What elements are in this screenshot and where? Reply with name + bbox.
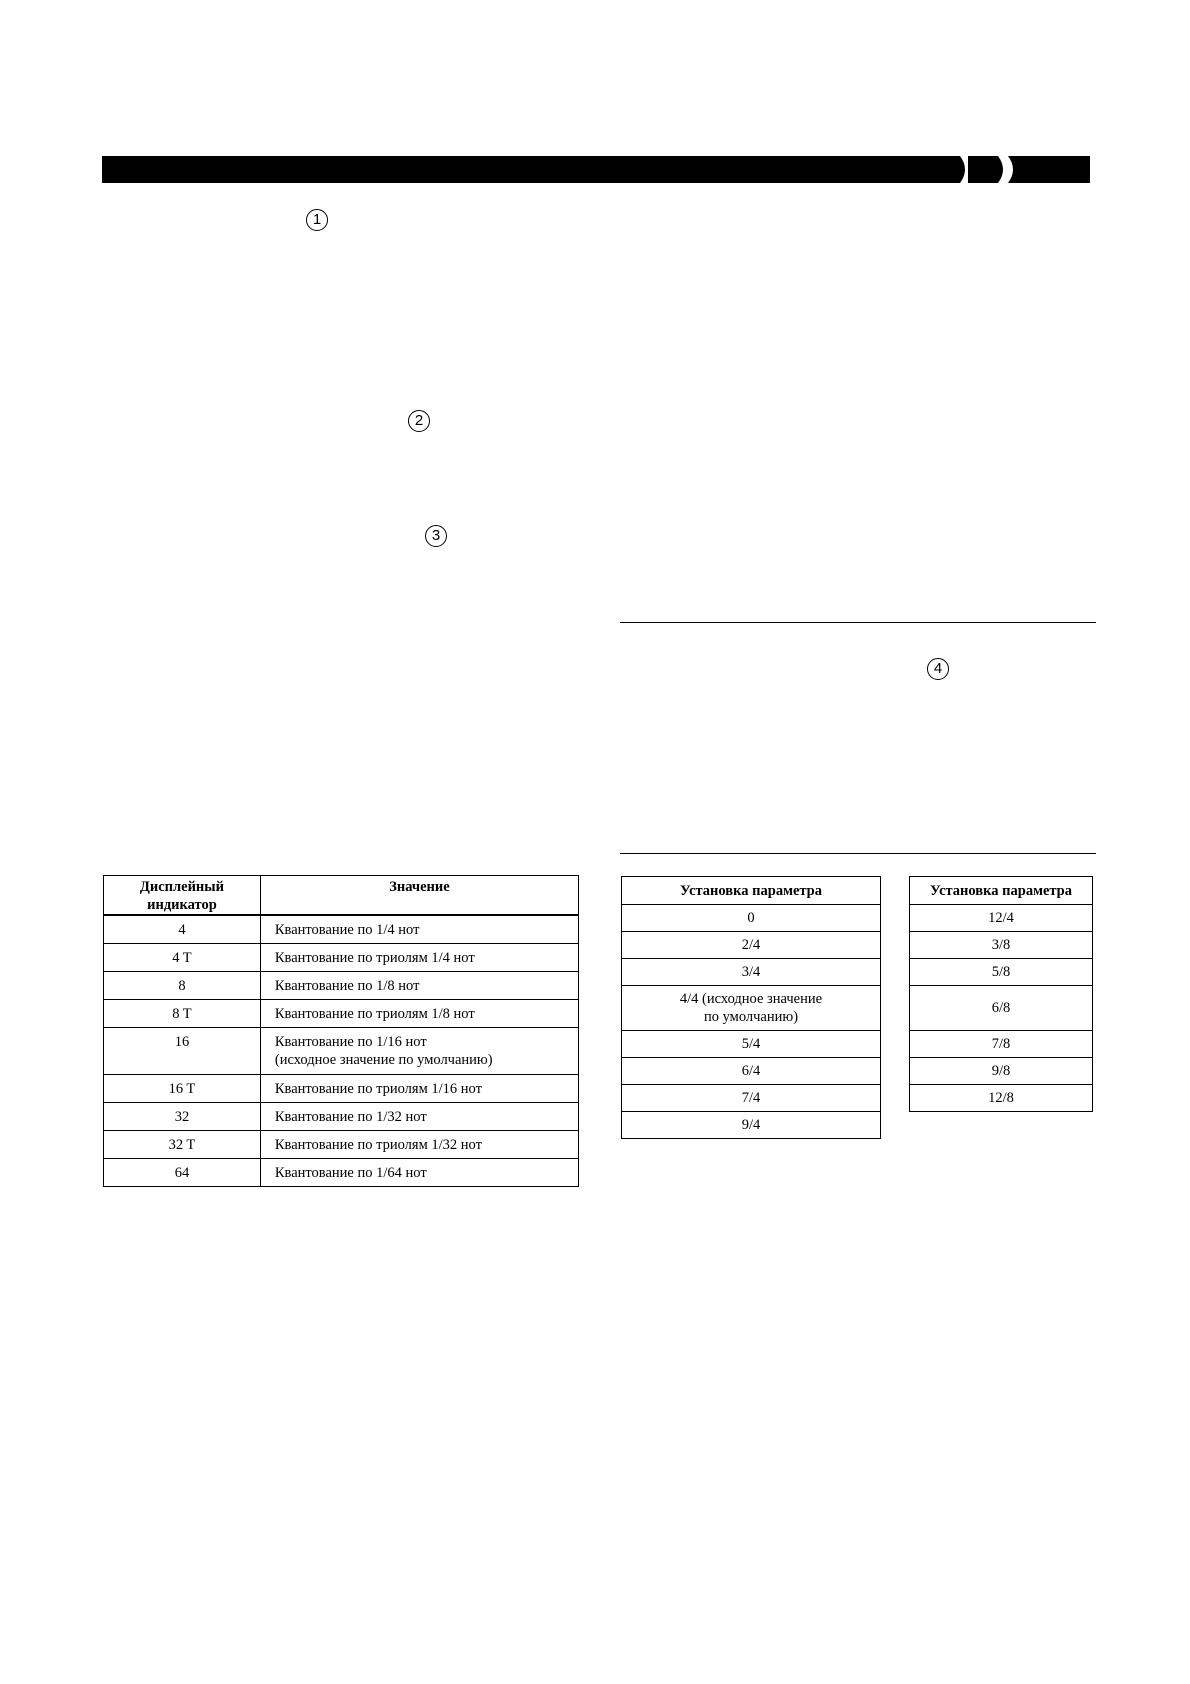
table-row (910, 1085, 1093, 1112)
step-3-marker: 3 (425, 525, 447, 547)
quantize-value: Квантование по 1/32 нот (260, 1102, 578, 1130)
table-row (104, 1130, 579, 1158)
quantize-value: Квантование по 1/64 нот (260, 1158, 578, 1186)
ts2-value: 6/8 (910, 986, 1093, 1031)
table-row (104, 943, 579, 971)
table-row (910, 1031, 1093, 1058)
quantize-table (103, 875, 579, 1187)
quantize-indicator: 4 (104, 915, 261, 943)
time-signature-table-2 (909, 876, 1093, 1112)
quantize-indicator: 64 (104, 1158, 261, 1186)
quantize-value: Квантование по триолям 1/4 нот (260, 943, 578, 971)
quantize-indicator: 32 (104, 1102, 261, 1130)
ts1-value: 0 (622, 905, 881, 932)
ts1-value: 9/4 (622, 1112, 881, 1139)
ts1-value: 7/4 (622, 1085, 881, 1112)
quantize-indicator: 4 T (104, 943, 261, 971)
step-2-marker: 2 (408, 410, 430, 432)
ts1-value (622, 986, 881, 1031)
quantize-value (260, 1027, 578, 1074)
quantize-indicator: 16 (104, 1027, 261, 1074)
ts1-header: Установка параметра (622, 877, 881, 905)
ts1-value: 2/4 (622, 932, 881, 959)
header-band (102, 156, 1090, 183)
table-row (104, 999, 579, 1027)
header-band-graphic (102, 156, 1090, 183)
table-row (910, 932, 1093, 959)
ts2-header: Установка параметра (910, 877, 1093, 905)
quantize-indicator: 8 T (104, 999, 261, 1027)
table-row (104, 1074, 579, 1102)
quantize-value-line1: Квантование по 1/16 нот (274, 1033, 427, 1050)
ts1-value: 5/4 (622, 1031, 881, 1058)
table-row (910, 905, 1093, 932)
ts2-value: 12/8 (910, 1085, 1093, 1112)
quantize-value: Квантование по 1/8 нот (260, 971, 578, 999)
table-row (104, 915, 579, 943)
ts2-value: 5/8 (910, 959, 1093, 986)
step-1-marker: 1 (306, 209, 328, 231)
table-row (910, 986, 1093, 1031)
section-divider-bottom (620, 853, 1096, 854)
table-row (622, 1112, 881, 1139)
table-row (104, 1158, 579, 1186)
quantize-value: Квантование по 1/4 нот (260, 915, 578, 943)
quantize-header-indicator: Дисплейный индикатор (104, 876, 261, 916)
ts2-value: 7/8 (910, 1031, 1093, 1058)
table-row (622, 905, 881, 932)
table-row (622, 932, 881, 959)
table-row (622, 1085, 881, 1112)
table-row (910, 959, 1093, 986)
quantize-indicator: 8 (104, 971, 261, 999)
ts2-value: 12/4 (910, 905, 1093, 932)
table-row (104, 971, 579, 999)
section-divider-top (620, 622, 1096, 623)
quantize-value: Квантование по триолям 1/8 нот (260, 999, 578, 1027)
time-signature-table-1 (621, 876, 881, 1139)
ts1-value-line1: 4/4 (исходное значение (679, 991, 823, 1007)
step-4-marker: 4 (927, 658, 949, 680)
table-row (622, 959, 881, 986)
table-row (622, 1058, 881, 1085)
quantize-header-value: Значение (260, 876, 578, 916)
table-row (104, 1102, 579, 1130)
ts1-value: 3/4 (622, 959, 881, 986)
table-row (622, 986, 881, 1031)
quantize-value: Квантование по триолям 1/16 нот (260, 1074, 578, 1102)
ts2-value: 3/8 (910, 932, 1093, 959)
table-row (104, 1027, 579, 1074)
quantize-indicator: 32 T (104, 1130, 261, 1158)
ts2-header-row (910, 877, 1093, 905)
table-row (910, 1058, 1093, 1085)
quantize-value-line2: (исходное значение по умолчанию) (274, 1051, 493, 1068)
quantize-indicator: 16 T (104, 1074, 261, 1102)
ts1-value-line2: по умолчанию) (703, 1009, 799, 1025)
table-row (622, 1031, 881, 1058)
ts2-value: 9/8 (910, 1058, 1093, 1085)
quantize-table-header-row (104, 876, 579, 916)
quantize-value: Квантование по триолям 1/32 нот (260, 1130, 578, 1158)
ts1-value: 6/4 (622, 1058, 881, 1085)
ts1-header-row (622, 877, 881, 905)
